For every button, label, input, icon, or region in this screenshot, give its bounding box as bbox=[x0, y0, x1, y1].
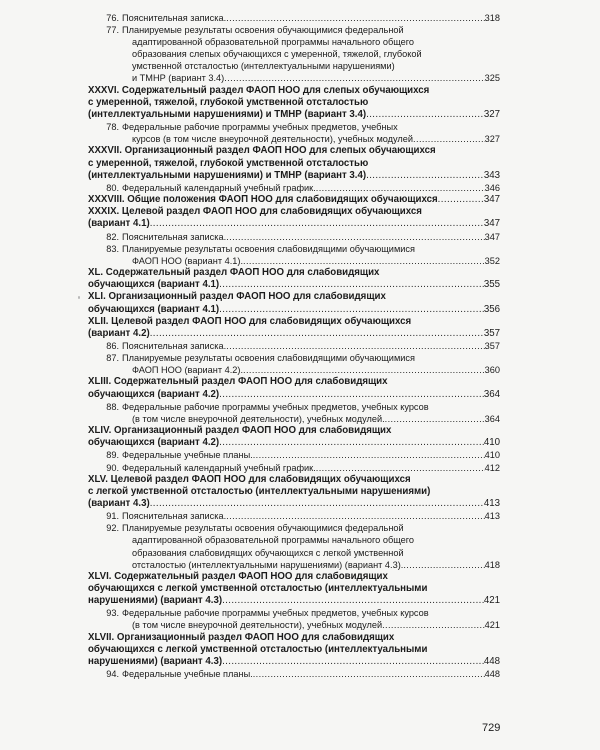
toc-line-text: Федеральные рабочие программы учебных предметов, учебных курсов bbox=[122, 608, 429, 619]
dot-leader bbox=[222, 595, 484, 607]
toc-item bbox=[88, 24, 500, 84]
toc-item bbox=[88, 401, 500, 425]
toc-section-heading bbox=[88, 316, 500, 340]
toc-item bbox=[88, 522, 500, 570]
toc-section-heading bbox=[88, 194, 500, 206]
dot-leader bbox=[382, 619, 485, 631]
toc-line-text: Планируемые результаты освоения обучающимися федеральной bbox=[122, 25, 404, 36]
toc-line-text: (интеллектуальными нарушениями) и ТМНР (вариант 3.4) bbox=[88, 169, 367, 181]
toc-item bbox=[88, 607, 500, 631]
dot-leader bbox=[226, 340, 484, 352]
dot-leader bbox=[219, 389, 484, 401]
toc-line-text: Пояснительная записка. bbox=[122, 13, 227, 23]
toc-line-text: образования слепых обучающихся с умеренной, тяжелой, глубокой bbox=[132, 49, 422, 60]
toc-line-text: адаптированной образовательной программы начального общего bbox=[132, 535, 415, 546]
table-of-contents bbox=[88, 12, 500, 680]
dot-leader bbox=[403, 559, 484, 571]
toc-line-text: обучающихся с легкой умственной отсталостью (интеллектуальными bbox=[88, 582, 428, 594]
toc-item-number: 88. bbox=[106, 401, 119, 412]
toc-item bbox=[88, 121, 500, 145]
toc-page-number: 355 bbox=[483, 279, 500, 291]
toc-line-text: нарушениями) (вариант 4.3) bbox=[88, 595, 223, 607]
toc-line-text: XLII. Целевой раздел ФАОП НОО для слабовидящих обучающихся bbox=[88, 315, 412, 327]
toc-item-number: 92. bbox=[106, 523, 119, 534]
toc-line-text: умственной отсталостью (интеллектуальными нарушениями) bbox=[132, 61, 395, 72]
toc-page-number: 410 bbox=[484, 450, 500, 461]
toc-line-text: XLVII. Организационный раздел ФАОП НОО для слабовидящих bbox=[88, 631, 395, 643]
toc-section-heading bbox=[88, 291, 500, 315]
toc-page-number: 318 bbox=[484, 13, 500, 23]
toc-line-text: с умеренной, тяжелой, глубокой умственной отсталостью bbox=[88, 96, 369, 108]
dot-leader bbox=[316, 182, 485, 194]
scan-speck bbox=[78, 296, 80, 299]
toc-line-text: Федеральные учебные планы. bbox=[122, 450, 253, 461]
toc-page-number: 364 bbox=[483, 388, 500, 400]
dot-leader bbox=[243, 255, 485, 267]
toc-item bbox=[88, 12, 500, 24]
toc-line-text: Пояснительная записка. bbox=[122, 511, 227, 522]
toc-page-number: 347 bbox=[483, 194, 500, 206]
toc-line-text: нарушениями) (вариант 4.3) bbox=[88, 655, 223, 667]
toc-page-number: 364 bbox=[484, 413, 500, 424]
dot-leader bbox=[219, 304, 484, 316]
toc-line-text: XLI. Организационный раздел ФАОП НОО для слабовидящих bbox=[88, 291, 386, 303]
toc-section-heading bbox=[88, 376, 500, 400]
toc-section-heading bbox=[88, 632, 500, 669]
toc-item-number: 93. bbox=[106, 608, 119, 619]
toc-line-text: (в том числе внеурочной деятельности), учебных модулей. bbox=[132, 413, 385, 424]
toc-line-text: Федеральные рабочие программы учебных предметов, учебных курсов bbox=[122, 401, 429, 412]
toc-line-text: обучающихся (вариант 4.1) bbox=[88, 279, 220, 291]
toc-line-text: XLVI. Содержательный раздел ФАОП НОО для слабовидящих bbox=[88, 570, 388, 582]
toc-section-heading bbox=[88, 206, 500, 230]
toc-page-number: 357 bbox=[483, 327, 500, 339]
toc-line-text: отсталостью (интеллектуальными нарушениями) (вариант 4.3). bbox=[132, 559, 404, 570]
toc-page-number: 413 bbox=[484, 511, 500, 522]
dot-leader bbox=[316, 462, 485, 474]
toc-item bbox=[88, 449, 500, 461]
toc-line-text: (в том числе внеурочной деятельности), учебных модулей bbox=[132, 620, 383, 631]
toc-line-text: XXXVI. Содержательный раздел ФАОП НОО для слепых обучающихся bbox=[88, 84, 430, 96]
toc-line-text: образования слабовидящих обучающихся с легкой умственной bbox=[132, 547, 404, 558]
dot-leader bbox=[253, 668, 485, 680]
toc-item bbox=[88, 243, 500, 267]
toc-page-number: 347 bbox=[483, 218, 500, 230]
dot-leader bbox=[150, 498, 484, 510]
toc-line-text: Федеральный календарный учебный график. bbox=[122, 182, 316, 193]
toc-section-heading bbox=[88, 425, 500, 449]
toc-line-text: (вариант 4.3) bbox=[88, 498, 150, 510]
dot-leader bbox=[219, 437, 484, 449]
toc-line-text: с умеренной, тяжелой, глубокой умственной отсталостью bbox=[88, 157, 369, 169]
dot-leader bbox=[226, 231, 484, 243]
toc-page-number: 412 bbox=[484, 462, 500, 473]
toc-page-number: 352 bbox=[484, 255, 500, 266]
dot-leader bbox=[226, 12, 484, 24]
page-number: 729 bbox=[482, 722, 501, 734]
toc-page-number: 343 bbox=[483, 169, 500, 181]
toc-line-text: обучающихся (вариант 4.2) bbox=[88, 388, 220, 400]
dot-leader bbox=[243, 364, 485, 376]
toc-item-number: 90. bbox=[106, 462, 119, 473]
toc-line-text: обучающихся (вариант 4.2) bbox=[88, 437, 220, 449]
toc-page-number: 421 bbox=[483, 595, 500, 607]
toc-page-number: 448 bbox=[484, 669, 500, 680]
toc-item-number: 76. bbox=[106, 13, 119, 23]
toc-section-heading bbox=[88, 85, 500, 122]
toc-item-number: 87. bbox=[106, 353, 119, 364]
dot-leader bbox=[219, 279, 484, 291]
dot-leader bbox=[366, 109, 484, 121]
toc-line-text: XLV. Целевой раздел ФАОП НОО для слабовидящих обучающихся bbox=[88, 473, 411, 485]
toc-page-number: 327 bbox=[483, 108, 500, 120]
dot-leader bbox=[413, 133, 485, 145]
toc-line-text: Федеральный календарный учебный график. bbox=[122, 462, 316, 473]
toc-line-text: XXXVII. Организационный раздел ФАОП НОО для слепых обучающихся bbox=[88, 145, 436, 157]
toc-item-number: 80. bbox=[106, 182, 119, 193]
toc-line-text: Пояснительная записка. bbox=[122, 341, 227, 352]
toc-item-number: 78. bbox=[106, 122, 119, 133]
toc-section-heading bbox=[88, 267, 500, 291]
toc-line-text: XXXIX. Целевой раздел ФАОП НОО для слабовидящих обучающихся bbox=[88, 206, 422, 218]
toc-line-text: XXXVIII. Общие положения ФАОП НОО для слабовидящих обучающихся bbox=[88, 194, 438, 206]
toc-page-number: 448 bbox=[483, 655, 500, 667]
toc-section-heading bbox=[88, 145, 500, 182]
toc-item bbox=[88, 340, 500, 352]
dot-leader bbox=[385, 413, 485, 425]
toc-page-number: 357 bbox=[484, 341, 500, 352]
toc-page-number: 347 bbox=[484, 231, 500, 242]
toc-item bbox=[88, 462, 500, 474]
dot-leader bbox=[150, 218, 484, 230]
dot-leader bbox=[150, 328, 484, 340]
toc-section-heading bbox=[88, 571, 500, 608]
toc-line-text: с легкой умственной отсталостью (интеллектуальными нарушениями) bbox=[88, 485, 431, 497]
toc-line-text: (вариант 4.2) bbox=[88, 327, 150, 339]
toc-page-number: 413 bbox=[483, 498, 500, 510]
toc-line-text: Федеральные учебные планы. bbox=[122, 669, 253, 680]
toc-page-number: 346 bbox=[484, 182, 500, 193]
toc-item bbox=[88, 231, 500, 243]
toc-line-text: (вариант 4.1) bbox=[88, 218, 150, 230]
dot-leader bbox=[224, 72, 484, 84]
toc-page-number: 356 bbox=[483, 303, 500, 315]
toc-line-text: обучающихся (вариант 4.1) bbox=[88, 303, 220, 315]
toc-item bbox=[88, 668, 500, 680]
toc-page-number: 325 bbox=[484, 73, 500, 84]
toc-line-text: XLIV. Организационный раздел ФАОП НОО для слабовидящих bbox=[88, 425, 392, 437]
toc-line-text: XL. Содержательный раздел ФАОП НОО для слабовидящих bbox=[88, 266, 380, 278]
toc-item-number: 94. bbox=[106, 669, 119, 680]
toc-item-number: 86. bbox=[106, 341, 119, 352]
dot-leader bbox=[226, 510, 484, 522]
toc-line-text: и ТМНР (вариант 3.4) bbox=[132, 73, 225, 84]
dot-leader bbox=[222, 656, 484, 668]
dot-leader bbox=[438, 194, 484, 206]
toc-line-text: (интеллектуальными нарушениями) и ТМНР (вариант 3.4) bbox=[88, 108, 367, 120]
toc-page-number: 360 bbox=[484, 365, 500, 376]
toc-line-text: ФАОП НОО (вариант 4.1). bbox=[132, 255, 244, 266]
toc-section-heading bbox=[88, 474, 500, 511]
toc-item-number: 91. bbox=[106, 511, 119, 522]
toc-item bbox=[88, 352, 500, 376]
toc-line-text: ФАОП НОО (вариант 4.2). bbox=[132, 365, 244, 376]
toc-item-number: 83. bbox=[106, 243, 119, 254]
toc-item bbox=[88, 182, 500, 194]
dot-leader bbox=[253, 449, 485, 461]
toc-line-text: Планируемые результаты освоения слабовидящими обучающимися bbox=[122, 353, 415, 364]
toc-page-number: 410 bbox=[483, 437, 500, 449]
toc-page-number: 327 bbox=[484, 134, 500, 145]
toc-item-number: 89. bbox=[106, 450, 119, 461]
toc-item-number: 82. bbox=[106, 231, 119, 242]
toc-line-text: адаптированной образовательной программы начального общего bbox=[132, 37, 415, 48]
toc-line-text: Федеральные рабочие программы учебных предметов, учебных bbox=[122, 122, 398, 133]
toc-item-number: 77. bbox=[106, 25, 119, 36]
dot-leader bbox=[366, 170, 484, 182]
toc-page-number: 418 bbox=[484, 559, 500, 570]
toc-page-number: 421 bbox=[484, 620, 500, 631]
toc-line-text: обучающихся с легкой умственной отсталостью (интеллектуальными bbox=[88, 643, 428, 655]
toc-line-text: Пояснительная записка. bbox=[122, 231, 227, 242]
toc-line-text: Планируемые результаты освоения обучающимися федеральной bbox=[122, 523, 404, 534]
toc-line-text: Планируемые результаты освоения слабовидящими обучающимися bbox=[122, 243, 415, 254]
toc-line-text: XLIII. Содержательный раздел ФАОП НОО для слабовидящих bbox=[88, 376, 388, 388]
toc-line-text: курсов (в том числе внеурочной деятельности), учебных модулей bbox=[132, 134, 414, 145]
toc-item bbox=[88, 510, 500, 522]
